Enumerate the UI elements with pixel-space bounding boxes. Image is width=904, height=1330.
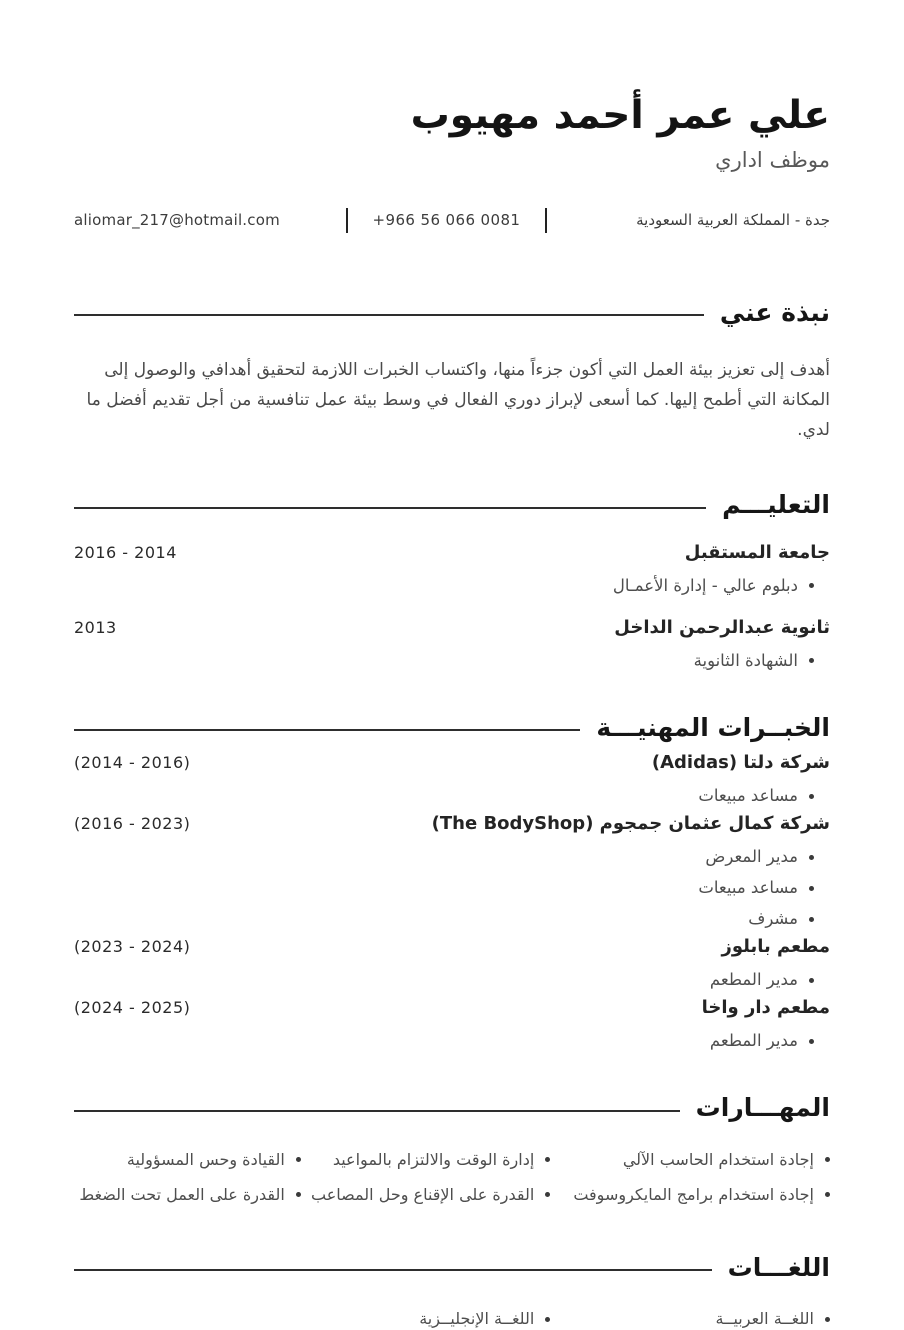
education-item bbox=[74, 615, 830, 672]
person-name: علي عمر أحمد مهيوب bbox=[410, 93, 830, 138]
section-experience-header bbox=[74, 712, 830, 745]
bullet-icon bbox=[296, 1157, 301, 1162]
bullet-icon bbox=[296, 1192, 301, 1197]
section-experience-title: الخبــرات المهنيـــة bbox=[596, 712, 830, 742]
contact-location: جدة - المملكة العربية السعودية bbox=[636, 211, 830, 230]
language-item bbox=[550, 1308, 830, 1330]
section-skills bbox=[74, 1092, 830, 1206]
section-about-header bbox=[74, 297, 830, 330]
section-rule bbox=[74, 314, 704, 316]
bullet-icon bbox=[545, 1192, 550, 1197]
experience-detail-text: مدير المعرض bbox=[705, 847, 798, 867]
experience-item-title: شركة دلتا (Adidas) bbox=[651, 752, 830, 774]
education-item-title: ثانوية عبدالرحمن الداخل bbox=[614, 616, 830, 638]
skill-text: القيادة وحس المسؤولية bbox=[126, 1149, 285, 1169]
experience-detail-text: مدير المطعم bbox=[709, 970, 798, 990]
education-items bbox=[74, 540, 830, 672]
bullet-icon bbox=[809, 1039, 814, 1044]
experience-items bbox=[74, 750, 830, 1052]
bullet-icon bbox=[545, 1317, 550, 1322]
section-education-title: التعليـــم bbox=[722, 490, 830, 520]
job-title: موظف اداري bbox=[715, 147, 830, 172]
education-item-header bbox=[74, 615, 830, 641]
bullet-icon bbox=[825, 1317, 830, 1322]
experience-detail bbox=[74, 1030, 830, 1052]
section-experience bbox=[74, 712, 830, 1053]
experience-item bbox=[74, 934, 830, 991]
section-rule bbox=[74, 507, 706, 509]
about-text: أهدف إلى تعزيز بيئة العمل التي أكون جزءاً منها، واكتساب الخبرات اللازمة لتحقيق أهدافي والوصول إلى المكانة التي أطمح إليها. كما أسعى لإبراز دوري الفعال في وسط بيئة عمل تنافسية من أجل تقديم أفضل ما لدي. bbox=[86, 360, 830, 441]
section-skills-title: المهـــارات bbox=[695, 1093, 830, 1123]
section-about bbox=[74, 297, 830, 446]
bullet-icon bbox=[809, 886, 814, 891]
bullet-icon bbox=[809, 583, 814, 588]
bullet-icon bbox=[809, 978, 814, 983]
bullet-icon bbox=[825, 1192, 830, 1197]
experience-detail-text: مساعد مبيعات bbox=[698, 878, 798, 898]
bullet-icon bbox=[809, 658, 814, 663]
experience-item-title: مطعم بابلوز bbox=[721, 936, 830, 958]
education-item-date: 2013 bbox=[74, 617, 117, 637]
experience-detail-text: مدير المطعم bbox=[709, 1031, 798, 1051]
skill-item bbox=[74, 1184, 301, 1206]
education-item bbox=[74, 540, 830, 597]
skill-text: إدارة الوقت والالتزام بالمواعيد bbox=[332, 1149, 535, 1169]
experience-item-header bbox=[74, 811, 830, 837]
contact-row bbox=[74, 208, 830, 233]
language-text: اللغــة العربيــة bbox=[715, 1309, 814, 1329]
experience-item-title: مطعم دار واخا bbox=[701, 997, 830, 1019]
education-detail-text: دبلوم عالي - إدارة الأعمـال bbox=[612, 575, 798, 595]
skill-item bbox=[74, 1149, 301, 1171]
experience-detail bbox=[74, 969, 830, 991]
skill-text: القدرة على العمل تحت الضغط bbox=[79, 1184, 285, 1204]
bullet-icon bbox=[825, 1157, 830, 1162]
bullet-icon bbox=[809, 855, 814, 860]
experience-detail-text: مساعد مبيعات bbox=[698, 786, 798, 806]
section-education bbox=[74, 489, 830, 672]
skill-text: إجادة استخدام الحاسب الآلي bbox=[622, 1149, 814, 1169]
section-languages-header bbox=[74, 1252, 830, 1285]
contact-phone: +966 56 066 0081 bbox=[372, 211, 521, 230]
language-item bbox=[301, 1308, 550, 1330]
section-rule bbox=[74, 729, 580, 731]
experience-detail bbox=[74, 877, 830, 899]
skill-text: إجادة استخدام برامج المايكروسوفت bbox=[573, 1184, 814, 1204]
experience-item-header bbox=[74, 750, 830, 776]
experience-item-date: (2024 - 2025) bbox=[74, 998, 191, 1018]
contact-email: aliomar_217@hotmail.com bbox=[74, 211, 280, 230]
header bbox=[74, 0, 830, 172]
section-skills-header bbox=[74, 1092, 830, 1125]
skill-item bbox=[550, 1184, 830, 1206]
experience-item bbox=[74, 995, 830, 1052]
bullet-icon bbox=[809, 917, 814, 922]
language-text: اللغــة الإنجليــزية bbox=[419, 1309, 535, 1329]
education-detail-text: الشهادة الثانوية bbox=[693, 650, 798, 670]
education-detail bbox=[74, 650, 830, 672]
skill-item bbox=[550, 1149, 830, 1171]
experience-item-date: (2023 - 2024) bbox=[74, 937, 191, 957]
experience-detail bbox=[74, 785, 830, 807]
education-item-date: 2016 - 2014 bbox=[74, 542, 177, 562]
experience-item-date: (2014 - 2016) bbox=[74, 753, 191, 773]
education-item-title: جامعة المستقبل bbox=[684, 541, 830, 563]
experience-item-header bbox=[74, 934, 830, 960]
education-detail bbox=[74, 575, 830, 597]
experience-item bbox=[74, 750, 830, 807]
section-rule bbox=[74, 1269, 712, 1271]
languages-grid bbox=[74, 1308, 830, 1330]
section-languages bbox=[74, 1252, 830, 1330]
section-education-header bbox=[74, 489, 830, 522]
bullet-icon bbox=[809, 794, 814, 799]
experience-item bbox=[74, 811, 830, 930]
skill-item bbox=[301, 1149, 550, 1171]
section-rule bbox=[74, 1110, 680, 1112]
experience-item-title: شركة كمال عثمان جمجوم (The BodyShop) bbox=[431, 813, 830, 835]
experience-item-header bbox=[74, 995, 830, 1021]
skill-item bbox=[301, 1184, 550, 1206]
experience-detail bbox=[74, 846, 830, 868]
section-languages-title: اللغـــات bbox=[727, 1252, 830, 1282]
experience-detail bbox=[74, 908, 830, 930]
section-about-title: نبذة عني bbox=[719, 297, 830, 327]
experience-detail-text: مشرف bbox=[748, 909, 798, 929]
experience-item-date: (2016 - 2023) bbox=[74, 814, 191, 834]
bullet-icon bbox=[545, 1157, 550, 1162]
education-item-header bbox=[74, 540, 830, 566]
skill-text: القدرة على الإقناع وحل المصاعب bbox=[311, 1184, 535, 1204]
skills-grid bbox=[74, 1149, 830, 1206]
